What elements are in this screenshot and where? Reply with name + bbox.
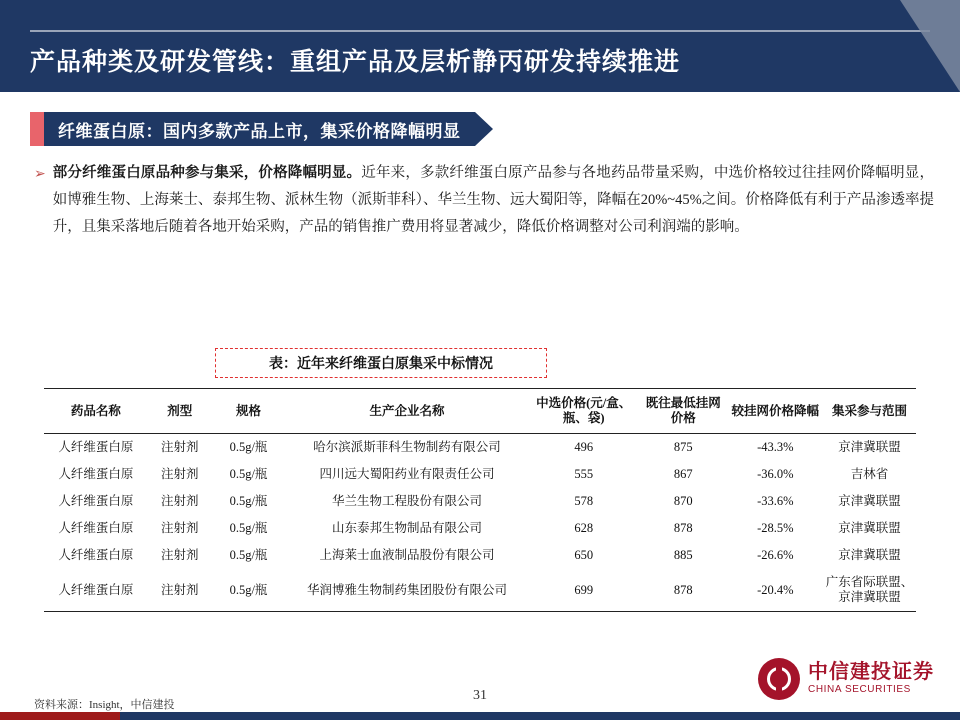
- column-header-winning-price: 中选价格(元/盒、瓶、袋): [529, 389, 639, 434]
- cell-dosage-form: 注射剂: [160, 494, 199, 508]
- cell-drug-name: 人纤维蛋白原: [58, 467, 134, 481]
- header-divider-line: [30, 30, 930, 32]
- table-row: [44, 434, 916, 462]
- cell-drug-name: 人纤维蛋白原: [58, 440, 134, 454]
- banner-arrow-icon: [475, 112, 493, 146]
- table-header-row: [44, 389, 916, 434]
- cell-scope: 京津冀联盟: [838, 440, 901, 454]
- logo-text-chinese: 中信建投证券: [808, 661, 934, 683]
- cell-manufacturer: 上海莱士血液制品股份有限公司: [319, 548, 495, 562]
- cell-price-drop: -26.6%: [757, 548, 794, 562]
- paragraph-lead-text: 部分纤维蛋白原品种参与集采，价格降幅明显。: [52, 165, 362, 181]
- paragraph-body-text: 近年来，多款纤维蛋白原产品参与各地药品带量采购，中选价格较过往挂网价降幅明显，如博雅生物、上海莱士、泰邦生物、派林生物（派斯菲科）、华兰生物、远大蜀阳等，降幅在20%~45%之间。价格降低有利于产品渗透率提升，且集采落地后随着各地开始采购，产品的销售推广费用将显著减少，降低价格调整对公司利润端的影响。: [52, 165, 935, 235]
- cell-previous-price: 870: [673, 494, 693, 508]
- cell-drug-name: 人纤维蛋白原: [58, 494, 134, 508]
- column-header-price-drop: 较挂网价格降幅: [728, 389, 823, 434]
- cell-price-drop: -20.4%: [728, 569, 823, 612]
- table-row: [44, 461, 916, 488]
- cell-previous-price: 878: [639, 569, 728, 612]
- body-paragraph-block: [34, 160, 934, 241]
- banner-accent-block: [30, 112, 44, 146]
- table-caption-box: [215, 348, 547, 378]
- cell-price-drop: -43.3%: [757, 440, 794, 454]
- header-corner-decoration: [900, 0, 960, 92]
- body-paragraph: [53, 160, 934, 241]
- cell-dosage-form: 注射剂: [160, 548, 199, 562]
- table-row: [44, 542, 916, 569]
- column-header-manufacturer: 生产企业名称: [285, 389, 528, 434]
- column-header-previous-price: 既往最低挂网价格: [639, 389, 728, 434]
- cell-dosage-form: 注射剂: [160, 521, 199, 535]
- cell-scope: 京津冀联盟: [838, 548, 901, 562]
- table-header: [44, 389, 916, 434]
- footer-bar-accent: [0, 712, 120, 720]
- cell-specification: 0.5g/瓶: [229, 521, 268, 535]
- column-header-drug-name: 药品名称: [44, 389, 148, 434]
- cell-previous-price: 878: [673, 521, 693, 535]
- cell-price-drop: -36.0%: [757, 467, 794, 481]
- cell-specification: 0.5g/瓶: [229, 440, 268, 454]
- cell-specification: 0.5g/瓶: [229, 467, 268, 481]
- cell-drug-name: 人纤维蛋白原: [44, 569, 148, 612]
- cell-scope: 京津冀联盟: [838, 521, 901, 535]
- table-row: [44, 488, 916, 515]
- logo-text-block: [808, 661, 934, 697]
- cell-winning-price: 699: [529, 569, 639, 612]
- cell-winning-price: 628: [574, 521, 594, 535]
- cell-dosage-form: 注射剂: [160, 440, 199, 454]
- cell-manufacturer: 四川远大蜀阳药业有限责任公司: [319, 467, 495, 481]
- cell-manufacturer: 山东泰邦生物制品有限公司: [332, 521, 483, 535]
- table-row: [44, 515, 916, 542]
- logo-text-english: CHINA SECURITIES: [808, 684, 911, 695]
- cell-winning-price: 650: [574, 548, 594, 562]
- cell-winning-price: 496: [574, 440, 594, 454]
- banner-body: [44, 112, 475, 146]
- cell-previous-price: 875: [673, 440, 693, 454]
- cell-drug-name: 人纤维蛋白原: [58, 521, 134, 535]
- csc-emblem-icon: [758, 658, 800, 700]
- cell-specification: 0.5g/瓶: [229, 548, 268, 562]
- cell-manufacturer: 哈尔滨派斯菲科生物制药有限公司: [313, 440, 501, 454]
- company-logo: [758, 658, 934, 700]
- slide-header: [0, 0, 960, 92]
- cell-dosage-form: 注射剂: [160, 467, 199, 481]
- source-note: 资料来源：Insight，中信建投: [34, 699, 175, 711]
- bid-results-table: [44, 388, 916, 612]
- table-body: [44, 434, 916, 612]
- footer-bar: [0, 712, 960, 720]
- section-banner-label: 纤维蛋白原：国内多款产品上市，集采价格降幅明显: [58, 121, 461, 141]
- cell-dosage-form: 注射剂: [148, 569, 212, 612]
- cell-drug-name: 人纤维蛋白原: [58, 548, 134, 562]
- column-header-scope: 集采参与范围: [823, 389, 916, 434]
- cell-specification: 0.5g/瓶: [212, 569, 286, 612]
- cell-price-drop: -33.6%: [757, 494, 794, 508]
- cell-specification: 0.5g/瓶: [229, 494, 268, 508]
- cell-previous-price: 867: [673, 467, 693, 481]
- cell-winning-price: 555: [574, 467, 594, 481]
- page-title: 产品种类及研发管线：重组产品及层析静丙研发持续推进: [30, 48, 681, 76]
- cell-scope: 广东省际联盟、京津冀联盟: [823, 569, 916, 612]
- cell-previous-price: 885: [673, 548, 693, 562]
- table-row: [44, 569, 916, 612]
- column-header-specification: 规格: [212, 389, 286, 434]
- cell-scope: 吉林省: [850, 467, 889, 481]
- cell-scope: 京津冀联盟: [838, 494, 901, 508]
- cell-manufacturer: 华兰生物工程股份有限公司: [332, 494, 483, 508]
- cell-price-drop: -28.5%: [757, 521, 794, 535]
- cell-manufacturer: 华润博雅生物制药集团股份有限公司: [285, 569, 528, 612]
- bullet-arrow-icon: ➢: [34, 165, 46, 181]
- data-table-wrapper: [44, 388, 916, 612]
- cell-winning-price: 578: [574, 494, 594, 508]
- page-number: 31: [473, 688, 487, 703]
- table-caption: 表：近年来纤维蛋白原集采中标情况: [269, 357, 493, 372]
- section-banner: [30, 112, 493, 146]
- column-header-dosage-form: 剂型: [148, 389, 212, 434]
